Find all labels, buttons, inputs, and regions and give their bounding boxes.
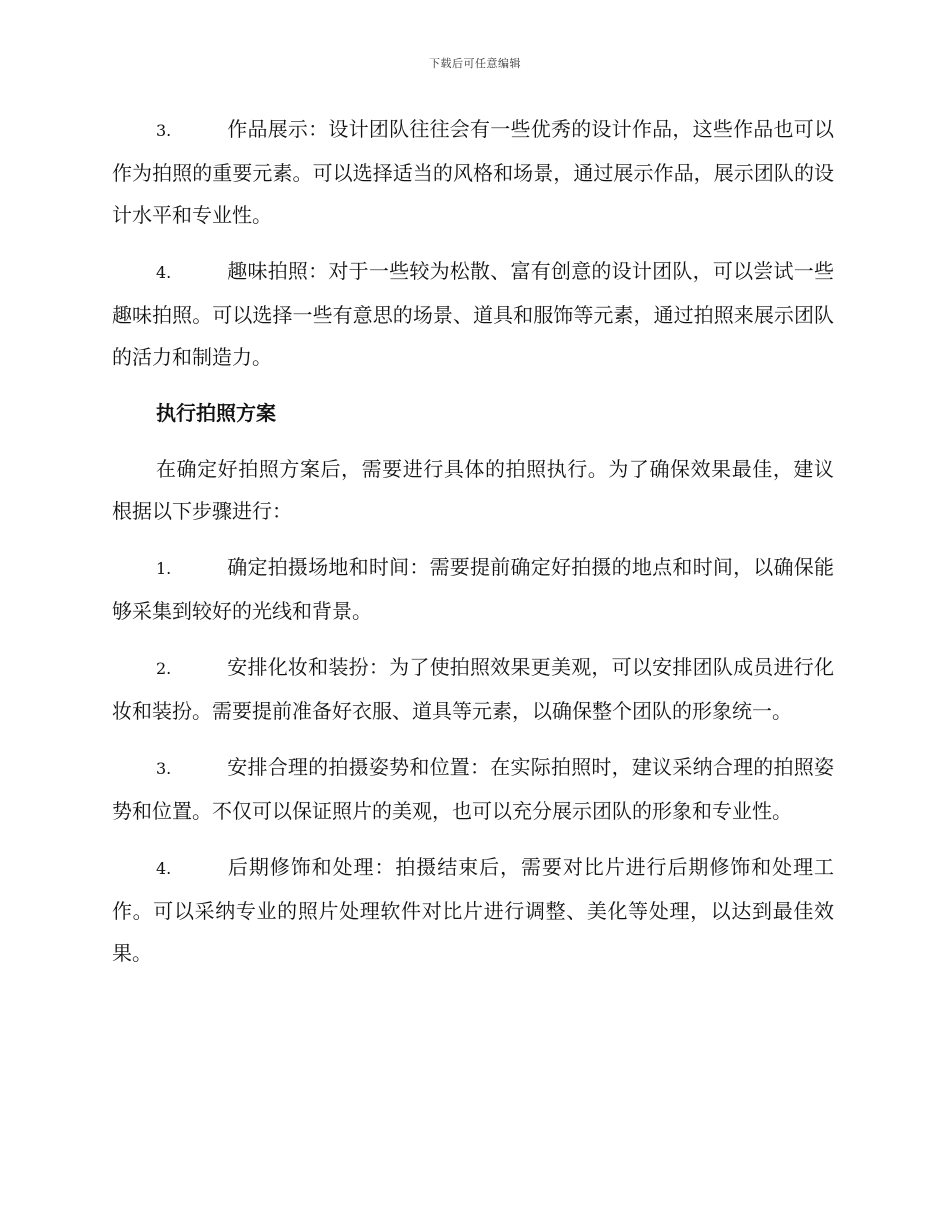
list-text: 作品展示：设计团队往往会有一些优秀的设计作品，这些作品也可以作为拍照的重要元素。可以选择适当的风格和场景，通过展示作品，展示团队的设计水平和专业性。 — [112, 117, 834, 227]
list-text: 确定拍摄场地和时间：需要提前确定好拍摄的地点和时间，以确保能够采集到较好的光线和背景。 — [112, 555, 834, 623]
list-number: 3. — [156, 121, 172, 140]
list-item — [112, 546, 834, 632]
document-body — [112, 108, 834, 988]
list-text: 趣味拍照：对于一些较为松散、富有创意的设计团队，可以尝试一些趣味拍照。可以选择一些有意思的场景、道具和服饰等元素，通过拍照来展示团队的活力和制造力。 — [112, 259, 834, 369]
list-number: 2. — [156, 659, 172, 678]
list-text: 后期修饰和处理：拍摄结束后，需要对比片进行后期修饰和处理工作。可以采纳专业的照片处理软件对比片进行调整、美化等处理，以达到最佳效果。 — [112, 855, 834, 965]
list-number: 4. — [156, 859, 172, 878]
list-item — [112, 250, 834, 378]
intro-paragraph: 在确定好拍照方案后，需要进行具体的拍照执行。为了确保效果最佳，建议根据以下步骤进行： — [112, 457, 834, 523]
section-heading: 执行拍照方案 — [156, 401, 276, 425]
list-item — [112, 846, 834, 974]
list-item — [112, 646, 834, 732]
header-note: 下载后可任意编辑 — [429, 57, 521, 70]
list-number: 1. — [156, 559, 172, 578]
list-text: 安排合理的拍摄姿势和位置：在实际拍照时，建议采纳合理的拍照姿势和位置。不仅可以保证照片的美观，也可以充分展示团队的形象和专业性。 — [112, 755, 834, 823]
list-number: 4. — [156, 263, 172, 282]
list-text: 安排化妆和装扮：为了使拍照效果更美观，可以安排团队成员进行化妆和装扮。需要提前准备好衣服、道具等元素，以确保整个团队的形象统一。 — [112, 655, 834, 723]
list-number: 3. — [156, 759, 172, 778]
list-item — [112, 108, 834, 236]
list-item — [112, 746, 834, 832]
